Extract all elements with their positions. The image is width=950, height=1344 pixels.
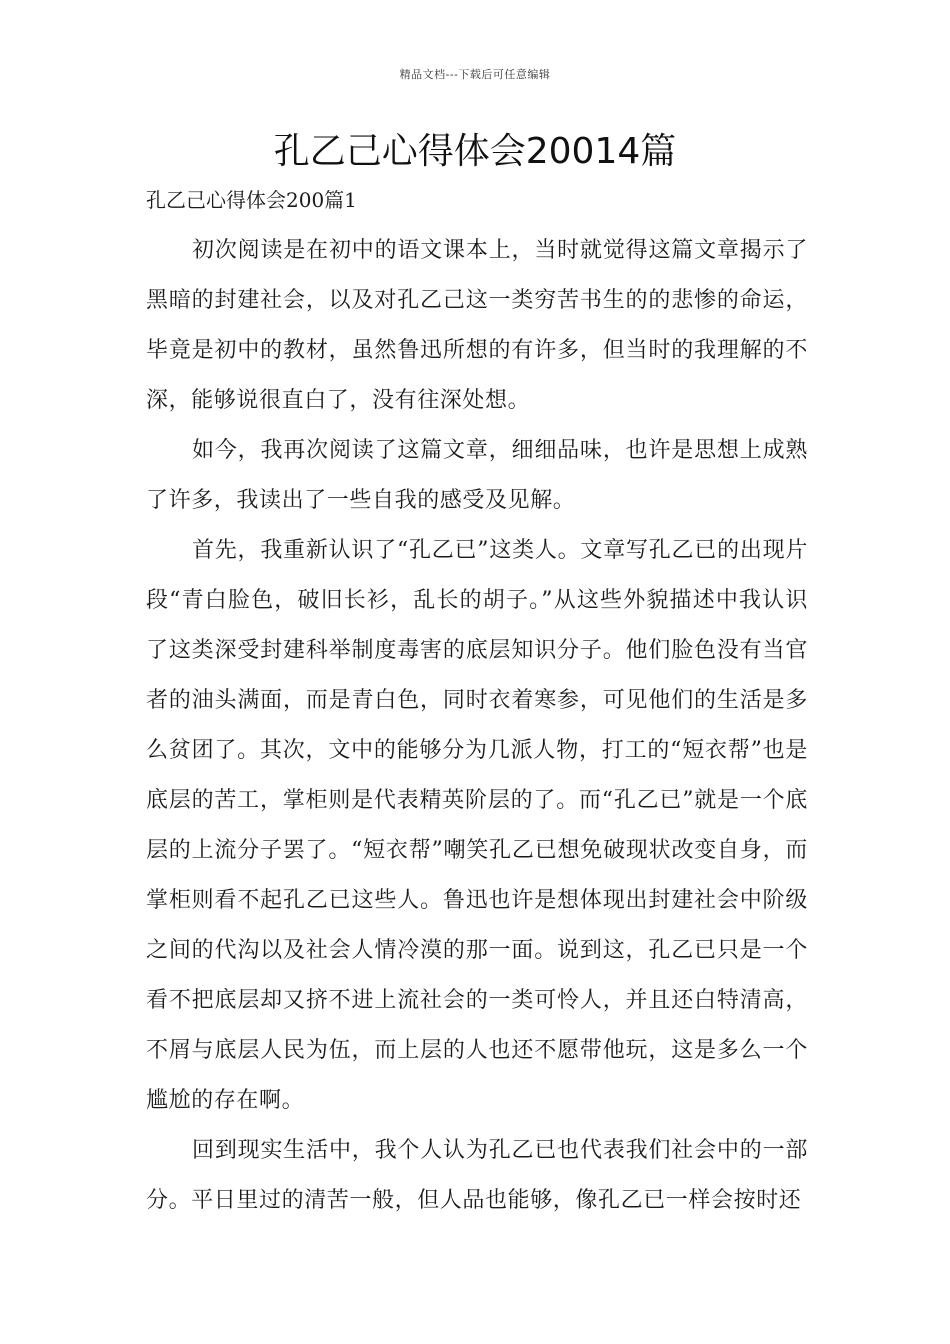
document-title: 孔乙己心得体会20014篇 [273,131,677,172]
document-body [146,226,808,1226]
paragraph: 初次阅读是在初中的语文课本上，当时就觉得这篇文章揭示了黑暗的封建社会，以及对孔乙己这一类穷苦书生的的悲惨的命运，毕竟是初中的教材，虽然鲁迅所想的有许多，但当时的我理解的不深，能够说很直白了，没有往深处想。 [146,238,808,413]
paragraph: 回到现实生活中，我个人认为孔乙已也代表我们社会中的一部分。平日里过的清苦一般，但人品也能够，像孔乙已一样会按时还 [146,1138,808,1213]
header-note: 精品文档---下载后可任意编辑 [399,68,551,81]
paragraph: 首先，我重新认识了“孔乙已”这类人。文章写孔乙已的出现片段“青白脸色，破旧长衫，乱长的胡子。”从这些外貌描述中我认识了这类深受封建科举制度毒害的底层知识分子。他们脸色没有当官者的油头满面，而是青白色，同时衣着寒参，可见他们的生活是多么贫团了。其次，文中的能够分为几派人物，打工的“短衣帮”也是底层的苦工，掌柜则是代表精英阶层的了。而“孔乙已”就是一个底层的上流分子罢了。“短衣帮”嘲笑孔乙已想免破现状改变自身，而掌柜则看不起孔乙已这些人。鲁迅也许是想体现出封建社会中阶级之间的代沟以及社会人情冷漠的那一面。说到这，孔乙已只是一个看不把底层却又挤不进上流社会的一类可怜人，并且还白特清高，不屑与底层人民为伍，而上层的人也还不愿带他玩，这是多么一个尴尬的存在啊。 [146,538,808,1113]
paragraph: 如今，我再次阅读了这篇文章，细细品味，也许是思想上成熟了许多，我读出了一些自我的感受及见解。 [146,438,808,513]
section-heading: 孔乙己心得体会200篇1 [146,188,357,212]
